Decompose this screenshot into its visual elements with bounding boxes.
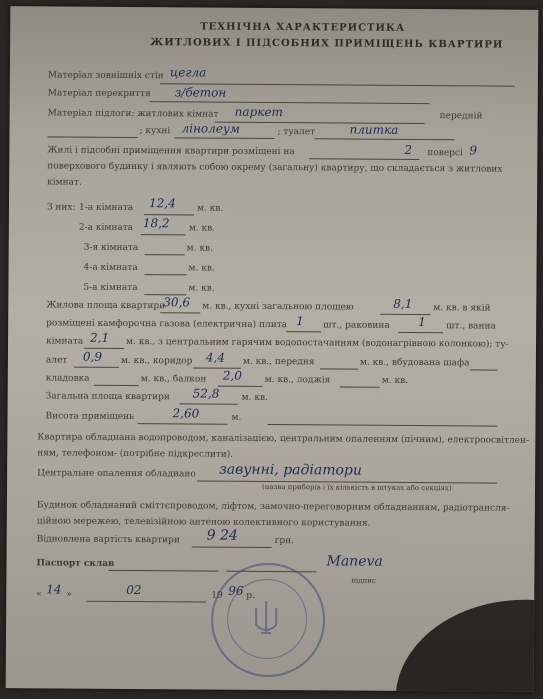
cost-label: Відновлена вартість квартири	[36, 534, 180, 546]
areas-line4-b: м. кв., коридор	[120, 355, 193, 367]
storage-area-line	[94, 385, 139, 386]
areas-line2-c: шт., ванна	[446, 321, 496, 332]
room-2-label: 2-а кімната	[78, 222, 134, 234]
stove-line	[286, 331, 321, 332]
room-4-label: 4-а кімната	[83, 262, 138, 274]
areas-line1-b: м. кв., кухні загальною площею	[202, 301, 354, 313]
kitchen-area: 8,1	[393, 296, 413, 311]
areas-line4-d: м. кв., вбудована шафа	[359, 357, 470, 369]
utilities-line2: ням, телефоном- (потрібне підкреслити).	[37, 448, 234, 460]
passport-label: Паспорт склав	[36, 558, 115, 569]
hall-area-line	[320, 368, 358, 369]
areas-line5-a: кладовка	[45, 373, 90, 384]
kitchen-value: лінолеум	[181, 121, 240, 136]
balcony-area: 2,0	[222, 368, 242, 383]
bath-area: 2,1	[90, 330, 110, 345]
height-value: 2,60	[172, 406, 200, 421]
location-line1: Жилі і підсобні приміщення квартири розміщені на	[47, 145, 295, 158]
height-extra-line	[267, 424, 497, 427]
hall-label: передній	[439, 111, 483, 122]
location-line3: кімнат.	[47, 177, 82, 188]
toilet-area-line	[74, 367, 119, 368]
date-day: 14	[46, 582, 62, 597]
toilet-value: плитка	[349, 122, 399, 137]
building-line2: ційною мережею, телевізійною антеною колективного користування.	[36, 516, 371, 529]
passport-signature-label: підпис	[351, 576, 376, 585]
date-open-quote: «	[36, 589, 42, 600]
floor-word: поверсі	[427, 148, 463, 159]
areas-line5-c: м. кв., лоджія	[264, 374, 331, 386]
passport-signature: Maneva	[326, 553, 383, 570]
room-1-unit: м. кв.	[196, 203, 224, 214]
areas-line5-d: м. кв.	[381, 375, 409, 386]
living-area-line	[160, 312, 200, 313]
heating-note: (назва приборів і їх кількість в штуках або секціях)	[262, 482, 452, 493]
areas-line1-c: м. кв. в якій	[433, 303, 491, 314]
hall-value-line	[47, 136, 137, 138]
date-month-line	[86, 601, 206, 603]
height-unit: м.	[231, 412, 242, 423]
utilities-line1: Квартира обладнана водопроводом, каналізацією, центральним опаленням (пічним), електроосвітлен-	[37, 432, 530, 446]
ceiling-value: з/бетон	[174, 85, 227, 100]
areas-line4-a: алет	[45, 355, 68, 366]
ceiling-label: Матеріал перекриття	[47, 88, 151, 100]
heating-value: завунні, радіатори	[219, 461, 362, 479]
building-line1: Будинок обладнаний сміттєпроводом, ліфтом, замочно-переговорним обладнанням, радіотрансля-	[36, 500, 510, 514]
ceiling-line	[150, 101, 430, 104]
areas-line4-c: м. кв., передня	[242, 356, 315, 368]
wardrobe-area-line	[470, 369, 498, 370]
room-3-unit: м. кв.	[186, 243, 214, 254]
date-year-end: р.	[246, 590, 255, 601]
floor-label: Матеріал підлоги: житлових кімнат	[47, 108, 219, 120]
areas-line2-b: шт., раковина	[323, 320, 390, 331]
photo-shadow	[395, 599, 539, 692]
room-1-label: 1-а кімната	[78, 202, 134, 214]
room-3-line	[145, 254, 185, 255]
document-subtitle: ЖИТЛОВИХ І ПІДСОБНИХ ПРИМІЩЕНЬ КВАРТИРИ	[150, 37, 504, 51]
areas-line1-a: Жилова площа квартири	[46, 300, 166, 312]
balcony-area-line	[218, 386, 263, 387]
total-area-line	[180, 403, 238, 404]
rooms-prefix: З них:	[46, 202, 76, 213]
sink-count: 1	[418, 315, 426, 330]
total-area-label: Загальна площа квартири	[45, 391, 170, 403]
height-label: Висота приміщень	[45, 411, 135, 423]
room-4-line	[145, 274, 187, 275]
floor-value: паркет	[234, 104, 283, 120]
heating-label: Центральне опалення обладнано	[37, 468, 196, 480]
date-month: 02	[126, 582, 142, 598]
room-3-label: 3-я кімната	[83, 242, 139, 254]
toilet-line	[314, 138, 454, 140]
round-seal-stamp	[211, 563, 326, 678]
room-4-unit: м. кв.	[188, 263, 215, 274]
total-floors: 9	[469, 143, 478, 158]
location-line2: поверхового будинку і являють собою окрему (загальну) квартиру, що складається з житлових	[47, 161, 503, 175]
total-area-unit: м. кв.	[241, 392, 268, 403]
areas-line5-b: м. кв., балкон	[140, 374, 207, 385]
document-title: ТЕХНІЧНА ХАРАКТЕРИСТИКА	[200, 21, 406, 34]
room-1-value: 12,4	[148, 196, 176, 211]
sink-line	[398, 332, 443, 333]
date-year-suffix: 96	[228, 583, 244, 598]
cost-value: 9 24	[206, 527, 238, 544]
walls-label: Матеріал зовнішніх стін	[47, 70, 164, 82]
floor-number-line	[309, 158, 419, 160]
date-close-quote: »	[66, 589, 72, 600]
room-2-unit: м. кв.	[188, 223, 216, 234]
walls-value: цегла	[169, 65, 207, 80]
living-area: 30,6	[163, 295, 191, 310]
room-5-label: 5-а кімната	[83, 282, 138, 294]
toilet-label: ; туалет	[277, 127, 316, 138]
corridor-area: 4,4	[205, 350, 226, 365]
kitchen-label: ; кухні	[139, 126, 171, 137]
height-line	[137, 423, 227, 425]
room-2-value: 18,2	[142, 216, 170, 231]
floor-number: 2	[404, 142, 413, 157]
stove-count: 1	[296, 314, 304, 329]
areas-line3-a: кімната	[46, 336, 84, 347]
room-2-line	[141, 234, 186, 235]
kitchen-line	[174, 137, 274, 139]
passport-name-line	[108, 570, 218, 572]
areas-line2-a: розміщені камфорочна газова (електрична) плита	[46, 318, 288, 331]
toilet-area: 0,9	[82, 349, 103, 364]
cost-unit: грн.	[274, 536, 295, 547]
cost-line	[192, 546, 272, 548]
date-year-prefix: 19	[211, 590, 223, 601]
document-page	[6, 6, 539, 692]
trident-emblem-icon	[211, 563, 322, 674]
room-5-unit: м. кв.	[188, 283, 215, 294]
areas-line3-b: м. кв., з центральним гарячим водопостачанням (водонагрівною колонкою); ту-	[126, 336, 509, 350]
loggia-area-line	[340, 386, 380, 387]
total-area: 52,8	[192, 386, 220, 401]
